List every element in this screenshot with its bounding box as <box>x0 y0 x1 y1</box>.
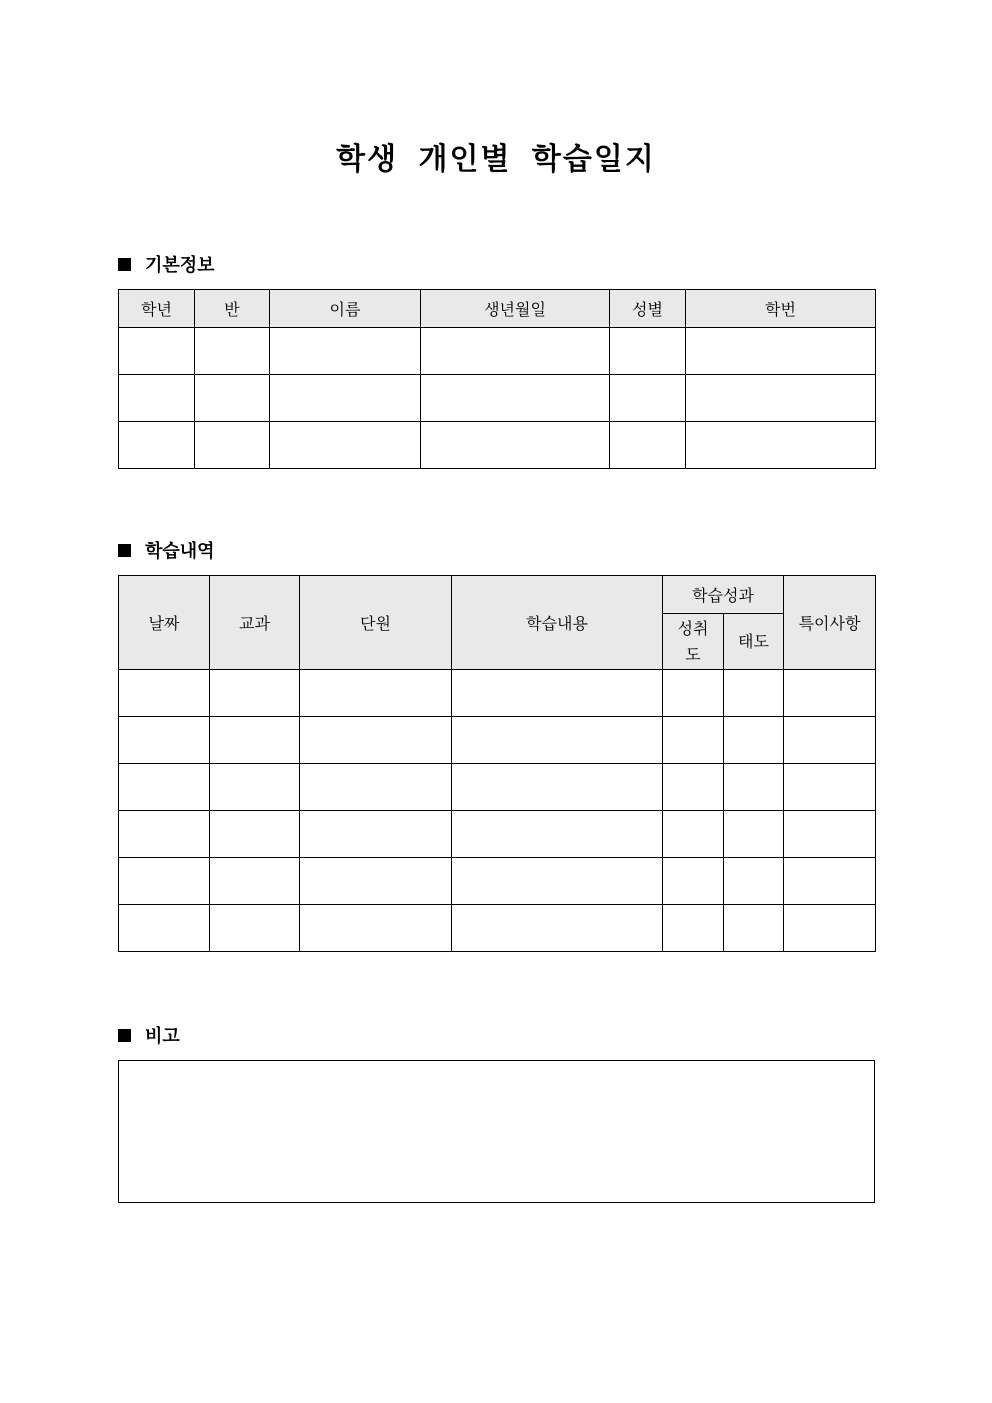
date-cell[interactable] <box>119 811 210 858</box>
study-log-table <box>118 575 876 952</box>
remarks-box[interactable] <box>118 1060 875 1203</box>
document-title: 학생 개인별 학습일지 <box>336 142 656 177</box>
date-cell[interactable] <box>119 764 210 811</box>
birthdate-cell[interactable] <box>421 328 610 375</box>
column-header-outcome: 학습성과 <box>663 576 784 614</box>
subject-cell[interactable] <box>210 717 300 764</box>
class-cell[interactable] <box>195 328 270 375</box>
unit-cell[interactable] <box>300 717 452 764</box>
notes-cell[interactable] <box>784 858 876 905</box>
notes-cell[interactable] <box>784 717 876 764</box>
study-log-heading-label: 학습내역 <box>145 541 215 562</box>
attitude-cell[interactable] <box>724 905 784 952</box>
gender-cell[interactable] <box>610 328 686 375</box>
subject-cell[interactable] <box>210 905 300 952</box>
attitude-cell[interactable] <box>724 670 784 717</box>
name-cell[interactable] <box>270 328 421 375</box>
achievement-cell[interactable] <box>663 717 724 764</box>
achievement-cell[interactable] <box>663 670 724 717</box>
table-row <box>119 764 876 811</box>
remarks-heading-label: 비고 <box>145 1026 180 1047</box>
table-row <box>119 905 876 952</box>
notes-cell[interactable] <box>784 764 876 811</box>
basic-info-heading <box>118 252 215 276</box>
birthdate-cell[interactable] <box>421 422 610 469</box>
attitude-cell[interactable] <box>724 858 784 905</box>
achievement-cell[interactable] <box>663 905 724 952</box>
student-id-cell[interactable] <box>686 328 876 375</box>
unit-cell[interactable] <box>300 858 452 905</box>
unit-cell[interactable] <box>300 905 452 952</box>
notes-cell[interactable] <box>784 670 876 717</box>
content-cell[interactable] <box>452 670 663 717</box>
column-header-student-id: 학번 <box>686 290 876 328</box>
column-header-date: 날짜 <box>119 576 210 670</box>
content-cell[interactable] <box>452 905 663 952</box>
notes-cell[interactable] <box>784 811 876 858</box>
grade-cell[interactable] <box>119 375 195 422</box>
column-header-unit: 단원 <box>300 576 452 670</box>
date-cell[interactable] <box>119 670 210 717</box>
square-bullet-icon <box>118 258 131 271</box>
achievement-cell[interactable] <box>663 764 724 811</box>
gender-cell[interactable] <box>610 375 686 422</box>
unit-cell[interactable] <box>300 670 452 717</box>
name-cell[interactable] <box>270 375 421 422</box>
class-cell[interactable] <box>195 375 270 422</box>
basic-info-table <box>118 289 876 469</box>
grade-cell[interactable] <box>119 422 195 469</box>
birthdate-cell[interactable] <box>421 375 610 422</box>
table-row <box>119 375 876 422</box>
subject-cell[interactable] <box>210 811 300 858</box>
achievement-cell[interactable] <box>663 858 724 905</box>
attitude-cell[interactable] <box>724 764 784 811</box>
column-header-birthdate: 생년월일 <box>421 290 610 328</box>
table-row <box>119 328 876 375</box>
column-header-name: 이름 <box>270 290 421 328</box>
student-id-cell[interactable] <box>686 422 876 469</box>
table-row <box>119 422 876 469</box>
content-cell[interactable] <box>452 764 663 811</box>
date-cell[interactable] <box>119 905 210 952</box>
date-cell[interactable] <box>119 858 210 905</box>
square-bullet-icon <box>118 1029 131 1042</box>
unit-cell[interactable] <box>300 811 452 858</box>
table-row <box>119 811 876 858</box>
table-row <box>119 717 876 764</box>
remarks-heading <box>118 1023 180 1047</box>
content-cell[interactable] <box>452 717 663 764</box>
column-header-subject: 교과 <box>210 576 300 670</box>
unit-cell[interactable] <box>300 764 452 811</box>
gender-cell[interactable] <box>610 422 686 469</box>
column-header-grade: 학년 <box>119 290 195 328</box>
date-cell[interactable] <box>119 717 210 764</box>
subject-cell[interactable] <box>210 858 300 905</box>
table-row <box>119 858 876 905</box>
column-header-notes: 특이사항 <box>784 576 876 670</box>
student-id-cell[interactable] <box>686 375 876 422</box>
notes-cell[interactable] <box>784 905 876 952</box>
attitude-cell[interactable] <box>724 811 784 858</box>
achievement-cell[interactable] <box>663 811 724 858</box>
column-header-achievement: 성취도 <box>663 614 724 670</box>
column-header-content: 학습내용 <box>452 576 663 670</box>
column-header-gender: 성별 <box>610 290 686 328</box>
content-cell[interactable] <box>452 811 663 858</box>
subject-cell[interactable] <box>210 670 300 717</box>
class-cell[interactable] <box>195 422 270 469</box>
table-row <box>119 670 876 717</box>
attitude-cell[interactable] <box>724 717 784 764</box>
study-log-heading <box>118 538 215 562</box>
grade-cell[interactable] <box>119 328 195 375</box>
column-header-class: 반 <box>195 290 270 328</box>
name-cell[interactable] <box>270 422 421 469</box>
column-header-attitude: 태도 <box>724 614 784 670</box>
square-bullet-icon <box>118 544 131 557</box>
subject-cell[interactable] <box>210 764 300 811</box>
basic-info-heading-label: 기본정보 <box>145 255 215 276</box>
content-cell[interactable] <box>452 858 663 905</box>
